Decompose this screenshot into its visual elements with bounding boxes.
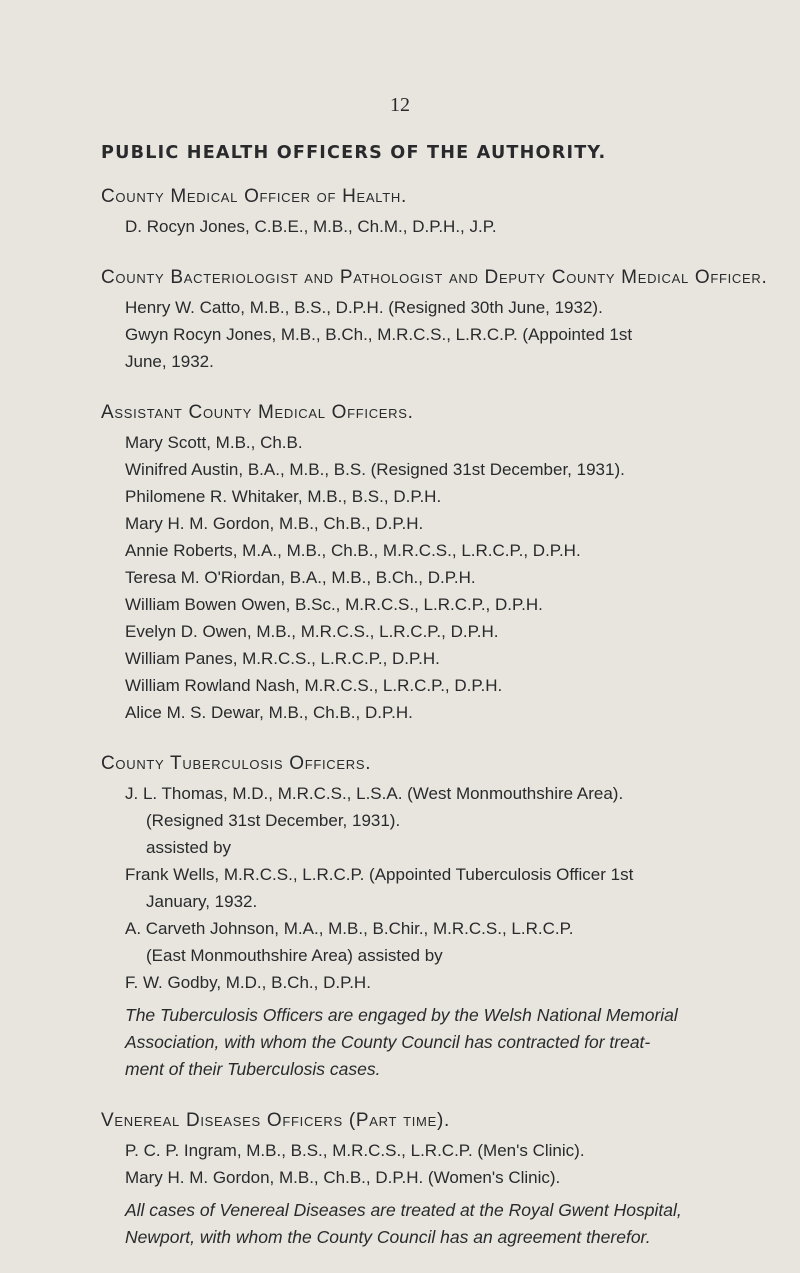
officer-entry: Teresa M. O'Riordan, B.A., M.B., B.Ch., D.P.H. <box>125 568 476 587</box>
officer-entry: P. C. P. Ingram, M.B., B.S., M.R.C.S., L.R.C.P. (Men's Clinic). <box>125 1141 585 1160</box>
officer-entry: Mary H. M. Gordon, M.B., Ch.B., D.P.H. (Women's Clinic). <box>125 1168 561 1187</box>
section-county-medical-officer <box>101 181 771 240</box>
page-title: PUBLIC HEALTH OFFICERS OF THE AUTHORITY. <box>101 143 607 163</box>
section-assistant-officers <box>101 397 771 726</box>
section-heading: Assistant County Medical Officers. <box>101 402 414 423</box>
officer-entry: Mary Scott, M.B., Ch.B. <box>125 433 303 452</box>
officer-entry: Annie Roberts, M.A., M.B., Ch.B., M.R.C.S., L.R.C.P., D.P.H. <box>125 541 581 560</box>
officer-entry: William Rowland Nash, M.R.C.S., L.R.C.P., D.P.H. <box>125 676 503 695</box>
officer-entry: D. Rocyn Jones, C.B.E., M.B., Ch.M., D.P.H., J.P. <box>125 217 497 236</box>
tuberculosis-note: The Tuberculosis Officers are engaged by the Welsh National Memorial Association, with whom the County Council has contracted for treat- ment of their Tuberculosis cases. <box>125 1005 678 1079</box>
section-heading: County Bacteriologist and Pathologist and Deputy County Medical Officer. <box>101 267 768 288</box>
officer-entry: Alice M. S. Dewar, M.B., Ch.B., D.P.H. <box>125 703 413 722</box>
section-heading: County Medical Officer of Health. <box>101 186 407 207</box>
page-number: 12 <box>390 94 410 116</box>
officer-entry: Philomene R. Whitaker, M.B., B.S., D.P.H. <box>125 487 442 506</box>
section-tuberculosis-officers <box>101 748 771 1083</box>
officer-entry: Frank Wells, M.R.C.S., L.R.C.P. (Appointed Tuberculosis Officer 1st January, 1932. <box>125 865 634 911</box>
officer-entry: J. L. Thomas, M.D., M.R.C.S., L.S.A. (West Monmouthshire Area). (Resigned 31st December, 1931). assisted by <box>125 784 624 857</box>
officer-entry: William Panes, M.R.C.S., L.R.C.P., D.P.H. <box>125 649 440 668</box>
section-venereal-diseases-officers <box>101 1105 771 1251</box>
officer-entry: Gwyn Rocyn Jones, M.B., B.Ch., M.R.C.S., L.R.C.P. (Appointed 1st June, 1932. <box>125 325 633 371</box>
officer-entry: Evelyn D. Owen, M.B., M.R.C.S., L.R.C.P., D.P.H. <box>125 622 499 641</box>
venereal-note: All cases of Venereal Diseases are treated at the Royal Gwent Hospital, Newport, with whom the County Council has an agreement therefor. <box>125 1200 682 1247</box>
officer-entry: Henry W. Catto, M.B., B.S., D.P.H. (Resigned 30th June, 1932). <box>125 298 603 317</box>
section-heading: Venereal Diseases Officers (Part time). <box>101 1110 450 1131</box>
document-body <box>101 181 771 1273</box>
officer-entry: Mary H. M. Gordon, M.B., Ch.B., D.P.H. <box>125 514 424 533</box>
officer-entry: A. Carveth Johnson, M.A., M.B., B.Chir., M.R.C.S., L.R.C.P. (East Monmouthshire Area) assisted by <box>125 919 574 965</box>
officer-entry: William Bowen Owen, B.Sc., M.R.C.S., L.R.C.P., D.P.H. <box>125 595 543 614</box>
section-bacteriologist <box>101 262 771 375</box>
officer-entry: F. W. Godby, M.D., B.Ch., D.P.H. <box>125 973 371 992</box>
officer-entry: Winifred Austin, B.A., M.B., B.S. (Resigned 31st December, 1931). <box>125 460 625 479</box>
section-heading: County Tuberculosis Officers. <box>101 753 372 774</box>
